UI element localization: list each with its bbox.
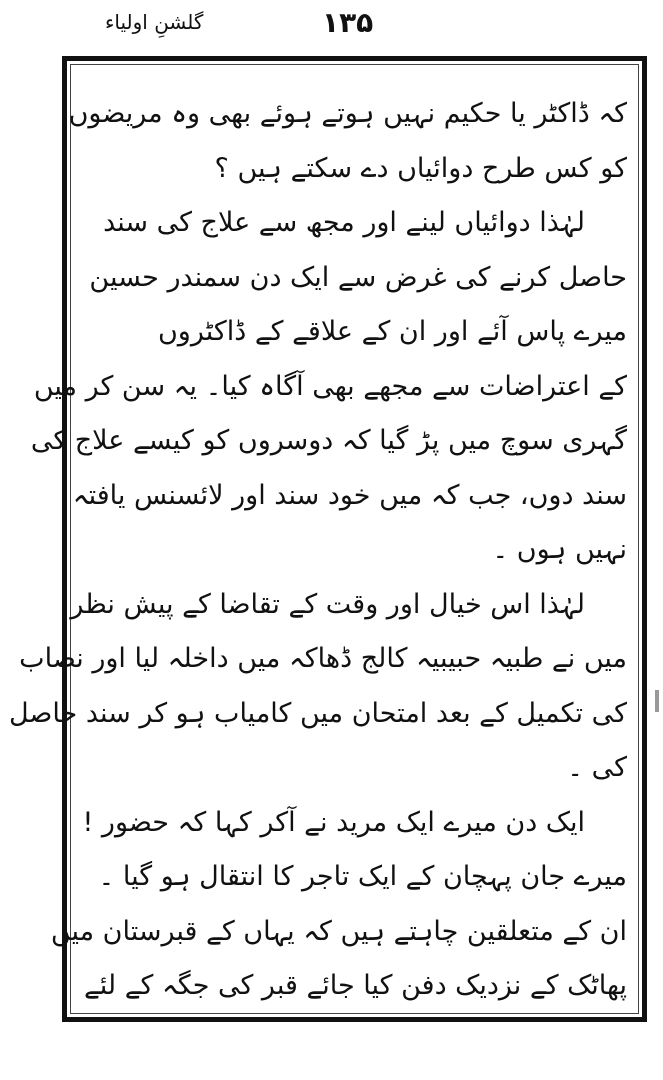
page-edge-mark [655, 690, 659, 712]
text-line: لہٰذا دوائیاں لینے اور مجھ سے علاج کی سند [103, 207, 585, 238]
text-line: ایک دن میرے ایک مرید نے آکر کہا کہ حضور ! [82, 806, 585, 838]
text-line: میرے پاس آئے اور ان کے علاقے کے ڈاکٹروں [157, 316, 627, 347]
text-line: کو کس طرح دوائیاں دے سکتے ہیں ؟ [214, 152, 627, 184]
book-title: گلشنِ اولیاء [105, 10, 204, 34]
text-line: گہری سوچ میں پڑ گیا کہ دوسروں کو کیسے علاج کی [30, 425, 627, 456]
text-line: ان کے متعلقین چاہتے ہیں کہ یہاں کے قبرستان میں [50, 915, 627, 947]
text-body [8, 87, 627, 1014]
text-line: سند دوں، جب کہ میں خود سند اور لائسنس یافتہ [72, 479, 627, 511]
text-line: کی ۔ [567, 752, 627, 783]
text-line: کہ ڈاکٹر یا حکیم نہیں ہوتے ہوئے بھی وہ مریضوں [68, 98, 627, 129]
page-number: ۱۳۵ [322, 6, 374, 39]
text-line: حاصل کرنے کی غرض سے ایک دن سمندر حسین [89, 261, 627, 293]
text-line: لہٰذا اس خیال اور وقت کے تقاضا کے پیش نظر [70, 588, 585, 620]
page-frame [8, 56, 647, 1022]
text-line: کے اعتراضات سے مجھے بھی آگاہ کیا۔ یہ سن کر میں [33, 370, 627, 402]
text-line: پھاٹک کے نزدیک دفن کیا جائے قبر کی جگہ کے لئے [83, 970, 627, 1001]
text-line: کی تکمیل کے بعد امتحان میں کامیاب ہو کر سند حاصل [8, 697, 627, 729]
text-line: میں نے طبیہ حبیبیہ کالج ڈھاکہ میں داخلہ لیا اور نصاب [19, 643, 627, 674]
text-line: نہیں ہوں ۔ [492, 534, 627, 565]
text-line: میرے جان پہچان کے ایک تاجر کا انتقال ہو گیا ۔ [98, 861, 627, 892]
running-header [0, 0, 663, 52]
